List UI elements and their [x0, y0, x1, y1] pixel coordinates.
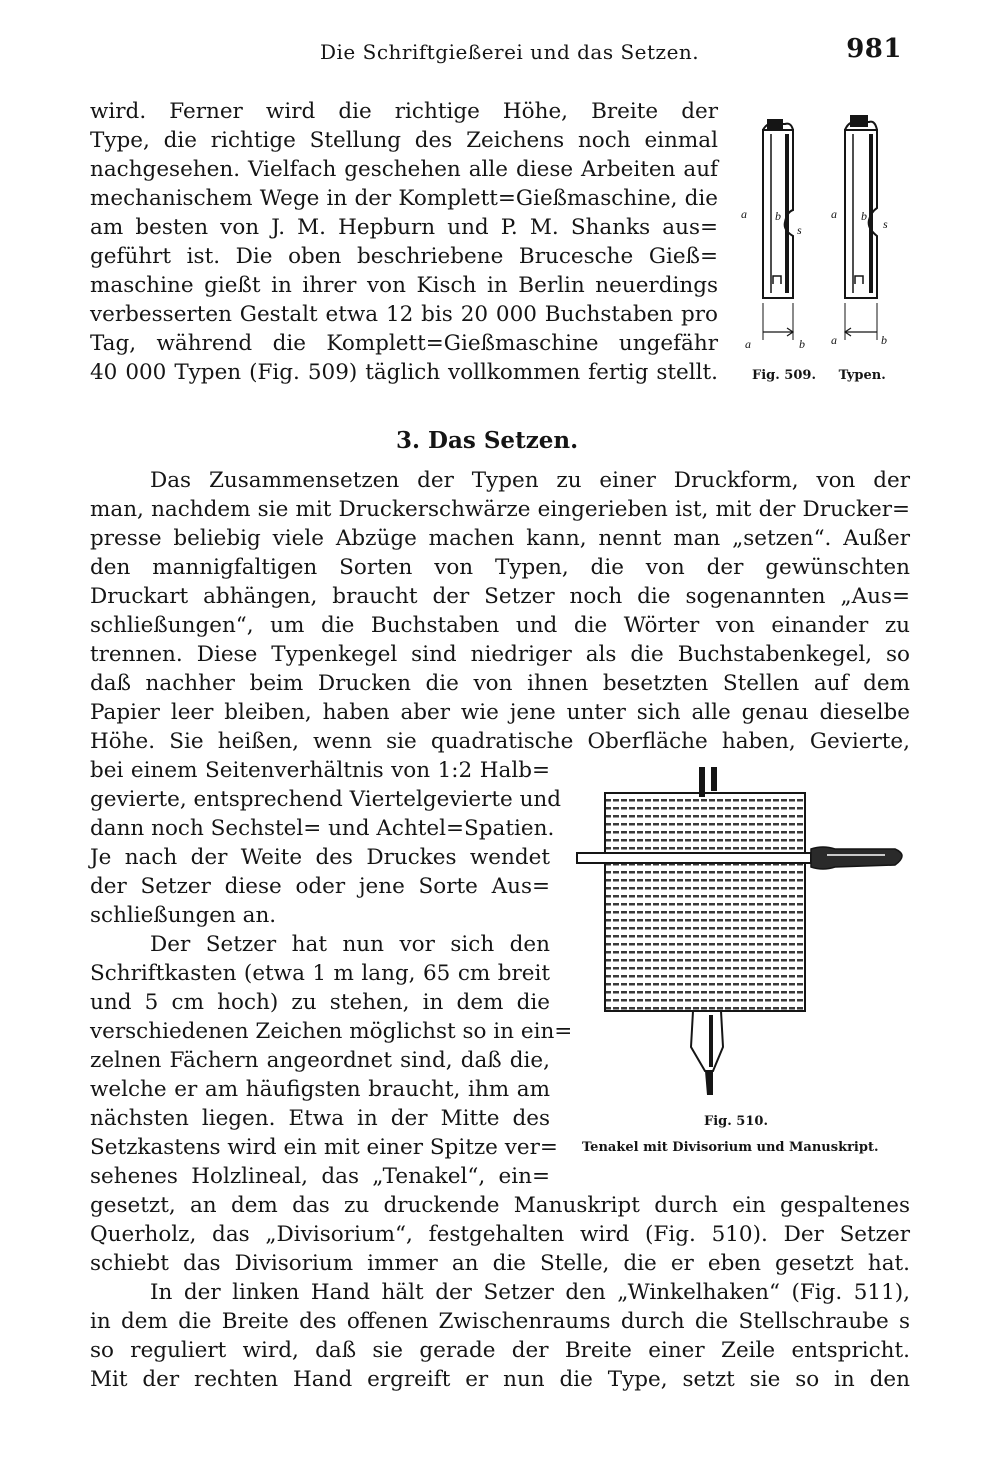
label-a-right: a [831, 207, 837, 221]
label-s-right: s [883, 217, 888, 231]
text-line: so reguliert wird, daß sie gerade der Breite einer Zeile entspricht. [90, 1338, 910, 1363]
fig-510-illustration [565, 765, 910, 1100]
fig-510-title: Tenakel mit Divisorium und Manuskript. [582, 1140, 879, 1155]
page-number: 981 [846, 34, 902, 64]
type-body-right [845, 116, 877, 340]
text-line: man, nachdem sie mit Druckerschwärze eingerieben ist, mit der Drucker= [90, 497, 910, 522]
text-line: Der Setzer hat nun vor sich den [150, 932, 550, 957]
type-face [851, 116, 867, 126]
text-line: 40 000 Typen (Fig. 509) täglich vollkommen fertig stellt. [90, 360, 718, 385]
text-line: Querholz, das „Divisorium“, festgehalten wird (Fig. 510). Der Setzer [90, 1222, 910, 1247]
text-line: der Setzer diese oder jene Sorte Aus= [90, 874, 550, 899]
text-line: Papier leer bleiben, haben aber wie jene unter sich alle genau dieselbe [90, 700, 910, 725]
text-line: verschiedenen Zeichen möglichst so in ein= [90, 1019, 573, 1044]
text-line: Höhe. Sie heißen, wenn sie quadratische Oberfläche haben, Gevierte, [90, 729, 910, 754]
text-line: presse beliebig viele Abzüge machen kann, nennt man „setzen“. Außer [90, 526, 910, 551]
fig-509-caption [752, 368, 886, 383]
fig-509-title: Typen. [838, 368, 886, 383]
text-line: am besten von J. M. Hepburn und P. M. Shanks aus= [90, 215, 718, 240]
label-a-left: a [741, 207, 747, 221]
type-body-left [763, 120, 793, 340]
text-line: schließungen“, um die Buchstaben und die Wörter von einander zu [90, 613, 910, 638]
text-line: In der linken Hand hält der Setzer den „Winkelhaken“ (Fig. 511), [150, 1280, 910, 1305]
fig-510-number: Fig. 510. [704, 1114, 768, 1129]
text-line: Setzkastens wird ein mit einer Spitze ver= [90, 1135, 558, 1160]
text-line: Mit der rechten Hand ergreift er nun die Type, setzt sie so in den [90, 1367, 910, 1392]
text-line: Je nach der Weite des Druckes wendet [90, 845, 550, 870]
text-line: Druckart abhängen, braucht der Setzer noch die sogenannten „Aus= [90, 584, 910, 609]
label-a-bottom-left: a [745, 337, 751, 351]
text-line: bei einem Seitenverhältnis von 1:2 Halb= [90, 758, 550, 783]
text-line: geführt ist. Die oben beschriebene Brucesche Gieß= [90, 244, 718, 269]
label-b-bottom-left: b [799, 337, 805, 351]
text-line: Das Zusammensetzen der Typen zu einer Druckform, von der [150, 468, 910, 493]
running-head [90, 34, 910, 70]
fig-509-illustration [735, 108, 910, 370]
text-line: und 5 cm hoch) zu stehen, in dem die [90, 990, 550, 1015]
label-b-left: b [775, 209, 781, 223]
text-line: verbesserten Gestalt etwa 12 bis 20 000 Buchstaben pro [90, 302, 718, 327]
label-s-left: s [797, 223, 802, 237]
label-a-bottom-right: a [831, 333, 837, 347]
text-line: Tag, während die Komplett=Gießmaschine ungefähr [90, 331, 718, 356]
text-line: in dem die Breite des offenen Zwischenraums durch die Stellschraube s [90, 1309, 910, 1334]
text-line: trennen. Diese Typenkegel sind niedriger als die Buchstabenkegel, so [90, 642, 910, 667]
manuscript [605, 793, 805, 1011]
text-line: welche er am häufigsten braucht, ihm am [90, 1077, 550, 1102]
text-line: zelnen Fächern angeordnet sind, daß die, [90, 1048, 550, 1073]
label-b-bottom-right: b [881, 333, 887, 347]
fig-509-number: Fig. 509. [752, 368, 816, 383]
label-b-right: b [861, 209, 867, 223]
text-line: schließungen an. [90, 903, 277, 928]
text-line: gevierte, entsprechend Viertelgevierte und [90, 787, 562, 812]
text-line: dann noch Sechstel= und Achtel=Spatien. [90, 816, 555, 841]
text-line: Schriftkasten (etwa 1 m lang, 65 cm breit [90, 961, 550, 986]
text-line: nächsten liegen. Etwa in der Mitte des [90, 1106, 550, 1131]
text-line: sehenes Holzlineal, das „Tenakel“, ein= [90, 1164, 550, 1189]
divisorium-pin-right [711, 767, 717, 791]
text-line: den mannigfaltigen Sorten von Typen, die von der gewünschten [90, 555, 910, 580]
text-line: mechanischem Wege in der Komplett=Gießmaschine, die [90, 186, 718, 211]
text-line: Type, die richtige Stellung des Zeichens noch einmal [90, 128, 718, 153]
text-line: daß nachher beim Drucken die von ihnen besetzten Stellen auf dem [90, 671, 910, 696]
text-line: gesetzt, an dem das zu druckende Manuskript durch ein gespaltenes [90, 1193, 910, 1218]
text-line: nachgesehen. Vielfach geschehen alle diese Arbeiten auf [90, 157, 718, 182]
text-line: maschine gießt in ihrer von Kisch in Berlin neuerdings [90, 273, 718, 298]
tenakel [691, 1011, 723, 1095]
text-line: schiebt das Divisorium immer an die Stelle, die er eben gesetzt hat. [90, 1251, 910, 1276]
type-face [768, 120, 782, 128]
divisorium-pin-left [699, 767, 705, 797]
running-title: Die Schriftgießerei und das Setzen. [320, 40, 700, 64]
section-heading: 3. Das Setzen. [396, 427, 579, 454]
text-line: wird. Ferner wird die richtige Höhe, Breite der [90, 99, 718, 124]
